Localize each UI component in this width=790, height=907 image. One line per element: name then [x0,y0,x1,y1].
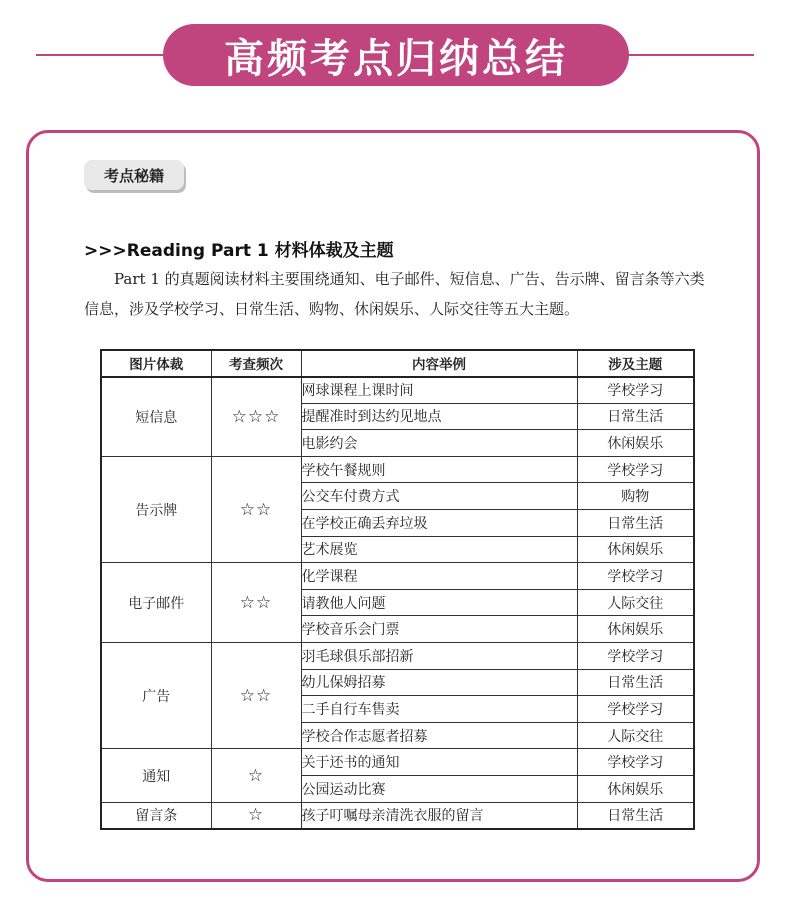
genre-cell: 短信息 [101,377,211,457]
example-cell: 公交车付费方式 [301,483,577,510]
example-cell: 孩子叮嘱母亲清洗衣服的留言 [301,802,577,829]
example-cell: 二手自行车售卖 [301,696,577,723]
example-cell: 学校合作志愿者招募 [301,722,577,749]
example-cell: 化学课程 [301,563,577,590]
section-tag: 考点秘籍 [84,160,184,190]
topic-cell: 休闲娱乐 [577,776,694,803]
example-cell: 公园运动比赛 [301,776,577,803]
example-cell: 提醒准时到达约见地点 [301,403,577,430]
header-example: 内容举例 [301,350,577,377]
star-rating-icon: ☆ [211,749,301,802]
genre-cell: 通知 [101,749,211,802]
topic-cell: 日常生活 [577,669,694,696]
topic-cell: 日常生活 [577,403,694,430]
page-title: 高频考点归纳总结 [163,24,629,86]
header-rule-right [620,54,754,56]
section-heading: >>>Reading Part 1 材料体裁及主题 [84,241,394,261]
table-header-row [101,350,694,377]
topic-cell: 学校学习 [577,456,694,483]
section-paragraph: Part 1 的真题阅读材料主要围绕通知、电子邮件、短信息、广告、告示牌、留言条等六类信息，涉及学校学习、日常生活、购物、休闲娱乐、人际交往等五大主题。 [84,270,705,318]
example-cell: 学校音乐会门票 [301,616,577,643]
example-cell: 电影约会 [301,430,577,457]
header-topic: 涉及主题 [577,350,694,377]
genre-topic-table [100,349,695,830]
topic-cell: 休闲娱乐 [577,430,694,457]
example-cell: 在学校正确丢弃垃圾 [301,510,577,537]
genre-cell: 留言条 [101,802,211,829]
star-rating-icon: ☆☆ [211,563,301,643]
genre-cell: 告示牌 [101,456,211,562]
table-row [101,643,694,670]
topic-cell: 日常生活 [577,510,694,537]
table-row [101,563,694,590]
example-cell: 关于还书的通知 [301,749,577,776]
topic-cell: 休闲娱乐 [577,616,694,643]
topic-cell: 休闲娱乐 [577,536,694,563]
topic-cell: 日常生活 [577,802,694,829]
topic-cell: 学校学习 [577,643,694,670]
table-row [101,377,694,404]
topic-cell: 学校学习 [577,749,694,776]
star-rating-icon: ☆ [211,802,301,829]
header-rule-left [36,54,171,56]
topic-cell: 人际交往 [577,722,694,749]
genre-cell: 电子邮件 [101,563,211,643]
header-frequency: 考查频次 [211,350,301,377]
table-row [101,802,694,829]
topic-cell: 学校学习 [577,696,694,723]
genre-cell: 广告 [101,643,211,749]
table-body [101,377,694,829]
table-row [101,456,694,483]
topic-cell: 学校学习 [577,563,694,590]
topic-cell: 学校学习 [577,377,694,404]
star-rating-icon: ☆☆ [211,643,301,749]
header-type: 图片体裁 [101,350,211,377]
example-cell: 艺术展览 [301,536,577,563]
topic-cell: 人际交往 [577,589,694,616]
example-cell: 羽毛球俱乐部招新 [301,643,577,670]
example-cell: 幼儿保姆招募 [301,669,577,696]
example-cell: 网球课程上课时间 [301,377,577,404]
star-rating-icon: ☆☆ [211,456,301,562]
example-cell: 请教他人问题 [301,589,577,616]
topic-cell: 购物 [577,483,694,510]
table-row [101,749,694,776]
star-rating-icon: ☆☆☆ [211,377,301,457]
example-cell: 学校午餐规则 [301,456,577,483]
